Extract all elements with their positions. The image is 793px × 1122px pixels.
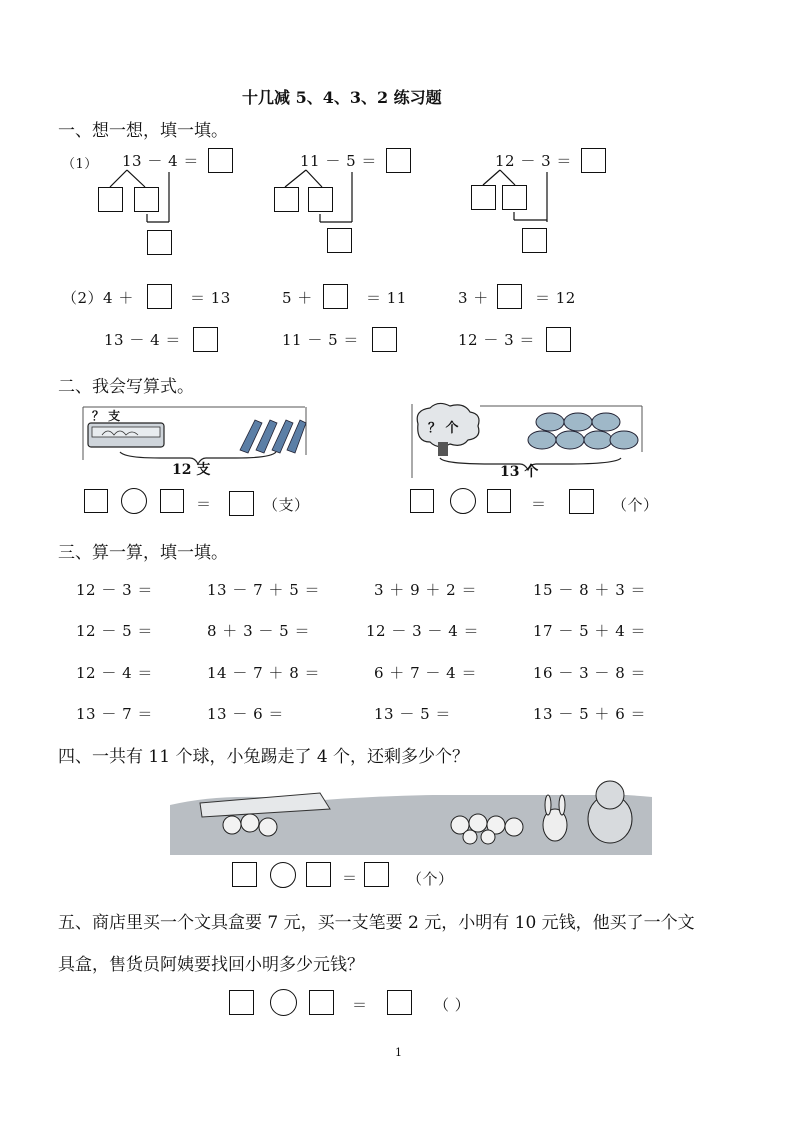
soccer-picture — [170, 775, 652, 855]
answer-box[interactable] — [193, 327, 218, 352]
answer-box[interactable] — [581, 148, 606, 173]
calc-item: 12 － 5 ＝ — [76, 622, 153, 640]
equation-text: 3 ＋ — [458, 289, 489, 307]
section5-question-line2: 具盒，售货员阿姨要找回小明多少元钱？ — [58, 955, 364, 975]
part1-label: （1） — [62, 157, 98, 172]
operand-box[interactable] — [487, 489, 511, 513]
calc-item: 3 ＋ 9 ＋ 2 ＝ — [374, 581, 477, 599]
soccer-illustration — [170, 775, 652, 855]
section2-heading: 二、我会写算式。 — [58, 377, 194, 397]
part2-label: （2）4 ＋ — [62, 289, 134, 307]
unit-label: （个） — [612, 496, 659, 514]
calc-item: 13 － 5 ＋ 6 ＝ — [533, 705, 647, 723]
equation-text: 5 ＋ — [282, 289, 313, 307]
blank-box[interactable] — [497, 284, 522, 309]
blank-box[interactable] — [147, 284, 172, 309]
unit-label: （支） — [263, 496, 310, 514]
calc-item: 13 － 6 ＝ — [207, 705, 284, 723]
operand-box[interactable] — [84, 489, 108, 513]
blank-box[interactable] — [323, 284, 348, 309]
equation-text: 13 － 4 ＝ — [104, 331, 181, 349]
apples-total-label: 13 个 — [500, 464, 539, 480]
equation-text: 12 － 3 ＝ — [458, 331, 535, 349]
operand-box[interactable] — [306, 862, 331, 887]
answer-box[interactable] — [546, 327, 571, 352]
calc-item: 13 － 5 ＝ — [374, 705, 451, 723]
equation-text: ＝ 12 — [535, 289, 576, 307]
page-title: 十几减 5、4、3、2 练习题 — [242, 88, 442, 107]
section5-question-line1: 五、商店里买一个文具盒要 7 元，买一支笔要 2 元，小明有 10 元钱，他买了一个文 — [58, 913, 695, 933]
equation-text: 11 － 5 ＝ — [282, 331, 359, 349]
equals-sign: ＝ — [531, 495, 547, 513]
split-box[interactable] — [471, 185, 496, 210]
calc-item: 14 － 7 ＋ 8 ＝ — [207, 664, 321, 682]
section3-heading: 三、算一算，填一填。 — [58, 543, 228, 563]
section4-question: 四、一共有 11 个球，小兔踢走了 4 个，还剩多少个？ — [58, 747, 470, 767]
equation-text: 13 － 4 ＝ — [122, 152, 199, 170]
pens-total-label: 12 支 — [172, 462, 211, 478]
calc-item: 13 － 7 ＝ — [76, 705, 153, 723]
operator-circle[interactable] — [270, 989, 297, 1016]
calc-item: 12 － 3 ＝ — [76, 581, 153, 599]
calc-item: 6 ＋ 7 － 4 ＝ — [374, 664, 477, 682]
answer-box[interactable] — [229, 491, 254, 516]
result-box[interactable] — [522, 228, 547, 253]
split-box[interactable] — [502, 185, 527, 210]
equals-sign: ＝ — [342, 869, 358, 887]
equation-text: 11 － 5 ＝ — [300, 152, 377, 170]
unit-label: （个） — [407, 870, 454, 888]
split-box[interactable] — [274, 187, 299, 212]
equals-sign: ＝ — [352, 996, 368, 1014]
result-box[interactable] — [327, 228, 352, 253]
operand-box[interactable] — [229, 990, 254, 1015]
answer-box[interactable] — [569, 489, 594, 514]
page-number: 1 — [395, 1046, 402, 1059]
operator-circle[interactable] — [270, 862, 296, 888]
operator-circle[interactable] — [450, 488, 476, 514]
answer-box[interactable] — [387, 990, 412, 1015]
pens-question-label: ？ 支 — [92, 409, 121, 423]
calc-item: 13 － 7 ＋ 5 ＝ — [207, 581, 321, 599]
answer-box[interactable] — [364, 862, 389, 887]
answer-box[interactable] — [372, 327, 397, 352]
calc-item: 17 － 5 ＋ 4 ＝ — [533, 622, 647, 640]
unit-label[interactable]: （ ） — [434, 996, 471, 1014]
operand-box[interactable] — [232, 862, 257, 887]
equation-text: ＝ 13 — [190, 289, 231, 307]
calc-item: 16 － 3 － 8 ＝ — [533, 664, 647, 682]
calc-item: 12 － 4 ＝ — [76, 664, 153, 682]
equation-text: 12 － 3 ＝ — [495, 152, 572, 170]
operand-box[interactable] — [410, 489, 434, 513]
equation-text: ＝ 11 — [366, 289, 407, 307]
split-box[interactable] — [308, 187, 333, 212]
section1-heading: 一、想一想，填一填。 — [58, 121, 228, 141]
operand-box[interactable] — [160, 489, 184, 513]
answer-box[interactable] — [386, 148, 411, 173]
calc-item: 8 ＋ 3 － 5 ＝ — [207, 622, 310, 640]
calc-item: 12 － 3 － 4 ＝ — [366, 622, 480, 640]
apples-question-label: ？ 个 — [428, 421, 459, 436]
operator-circle[interactable] — [121, 488, 147, 514]
equals-sign: ＝ — [196, 495, 212, 513]
operand-box[interactable] — [309, 990, 334, 1015]
calc-item: 15 － 8 ＋ 3 ＝ — [533, 581, 647, 599]
